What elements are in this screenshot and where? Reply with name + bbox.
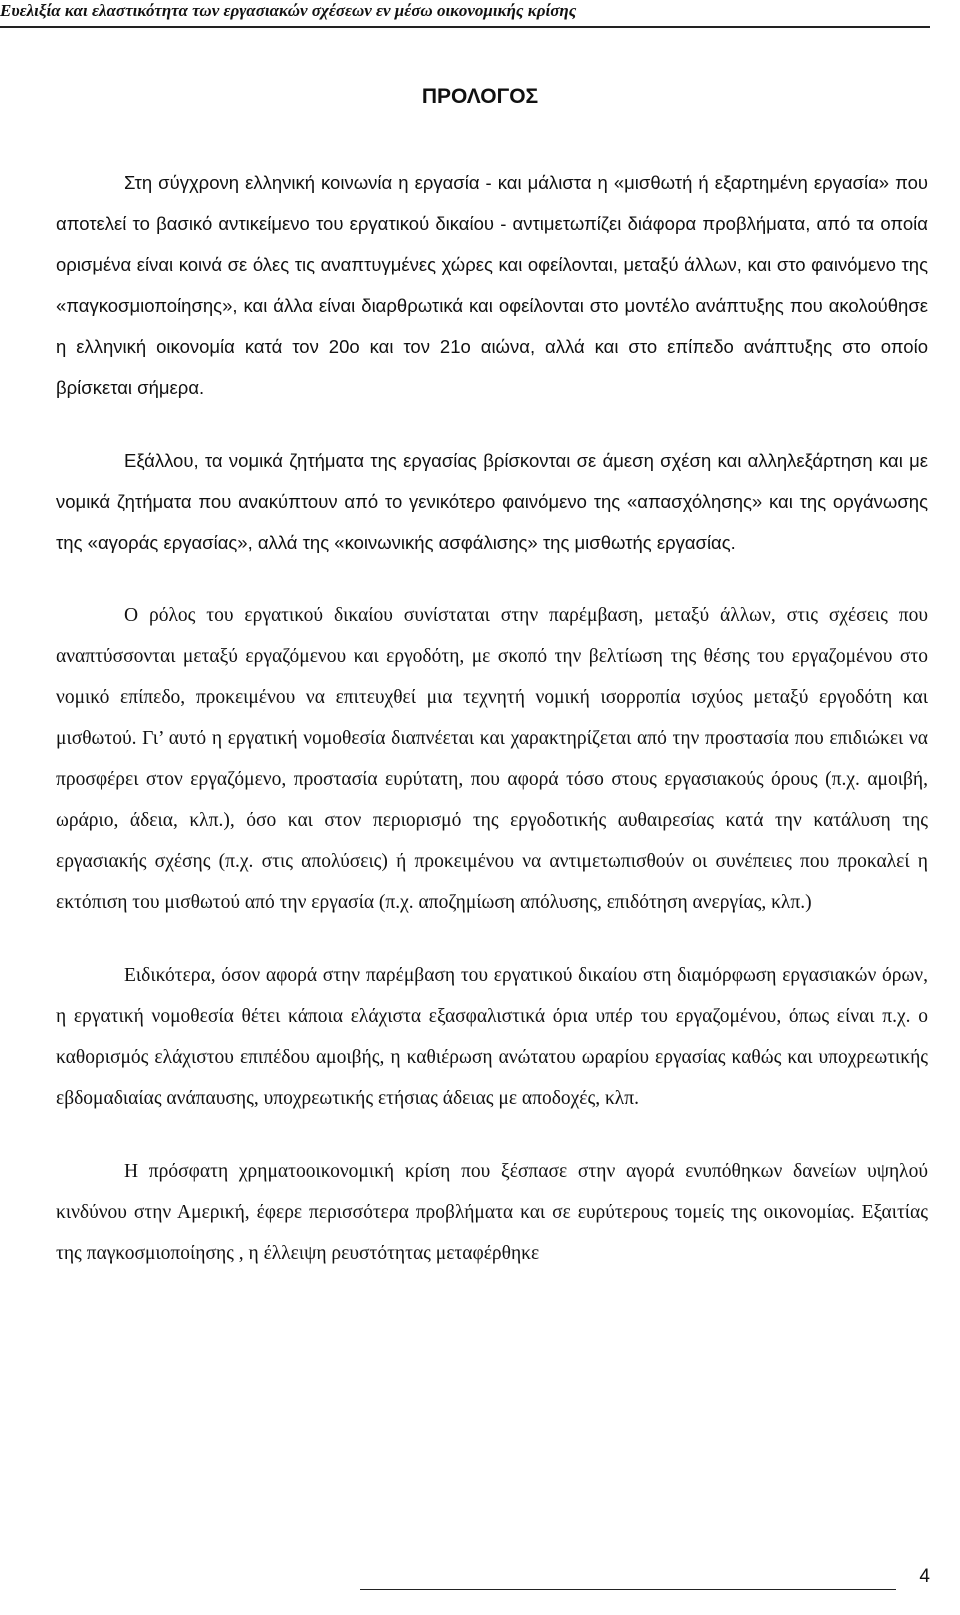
paragraph-5: Η πρόσφατη χρηματοοικονομική κρίση που ξέσπασε στην αγορά ενυπόθηκων δανείων υψηλού κινδύνου στην Αμερική, έφερε περισσότερα προβλήματα και σε ευρύτερους τομείς της οικονομίας. Εξαιτίας της παγκοσμιοποίησης , η έλλειψη ρευστότητας μεταφέρθηκε (56, 1161, 928, 1264)
footer-rule (360, 1589, 896, 1590)
paragraph-1: Στη σύγχρονη ελληνική κοινωνία η εργασία - και μάλιστα η «μισθωτή ή εξαρτημένη εργασία» που αποτελεί το βασικό αντικείμενο του εργατικού δικαίου - αντιμετωπίζει διάφορα προβλήματα, από τα οποία ορισμένα είναι κοινά σε όλες τις αναπτυγμένες χώρες και οφείλονται, μεταξύ άλλων, και στο φαινόμενο της «παγκοσμιοποίησης», και άλλα είναι διαρθρωτικά και οφείλονται στο μοντέλο ανάπτυξης που ακολούθησε η ελληνική οικονομία κατά τον 20ο και τον 21ο αιώνα, αλλά και στο επίπεδο ανάπτυξης στο οποίο βρίσκεται σήμερα. (56, 172, 928, 398)
paragraph-3: Ο ρόλος του εργατικού δικαίου συνίσταται στην παρέμβαση, μεταξύ άλλων, στις σχέσεις που αναπτύσσονται μεταξύ εργαζόμενου και εργοδότη, με σκοπό την βελτίωση της θέσης του εργαζομένου στο νομικό επίπεδο, προκειμένου να επιτευχθεί μια τεχνητή νομική ισορροπία ισχύος μεταξύ εργοδότη και μισθωτού. Γι’ αυτό η εργατική νομοθεσία διαπνέεται και χαρακτηρίζεται από την προστασία που επιδιώκει να προσφέρει στον εργαζόμενο, προστασία ευρύτατη, που αφορά τόσο στους εργασιακούς όρους (π.χ. αμοιβή, ωράριο, άδεια, κλπ.), όσο και στον περιορισμό της εργοδοτικής αυθαιρεσίας κατά την κατάλυση της εργασιακής σχέσης (π.χ. στις απολύσεις) ή προκειμένου να αντιμετωπισθούν οι συνέπειες που προκαλεί η εκτόπιση του μισθωτού από την εργασία (π.χ. αποζημίωση απόλυσης, επιδότηση ανεργίας, κλπ.) (56, 605, 928, 913)
page-number: 4 (919, 1566, 930, 1587)
running-header (0, 0, 930, 28)
running-header-title: Ευελιξία και ελαστικότητα των εργασιακών σχέσεων εν μέσω οικονομικής κρίσης (0, 1, 577, 20)
document-body (56, 162, 928, 1274)
paragraph-4: Ειδικότερα, όσον αφορά στην παρέμβαση του εργατικού δικαίου στη διαμόρφωση εργασιακών όρων, η εργατική νομοθεσία θέτει κάποια ελάχιστα εξασφαλιστικά όρια υπέρ του εργαζομένου, όπως είναι π.χ. ο καθορισμός ελάχιστου επιπέδου αμοιβής, η καθιέρωση ανώτατου ωραρίου εργασίας καθώς και υποχρεωτικής εβδομαδιαίας ανάπαυσης, υποχρεωτικής ετήσιας άδειας με αποδοχές, κλπ. (56, 965, 928, 1109)
page-title: ΠΡΟΛΟΓΟΣ (421, 85, 539, 108)
paragraph-2: Εξάλλου, τα νομικά ζητήματα της εργασίας βρίσκονται σε άμεση σχέση και αλληλεξάρτηση και με νομικά ζητήματα που ανακύπτουν από το γενικότερο φαινόμενο της «απασχόλησης» και της οργάνωσης της «αγοράς εργασίας», αλλά της «κοινωνικής ασφάλισης» της μισθωτής εργασίας. (56, 450, 928, 553)
